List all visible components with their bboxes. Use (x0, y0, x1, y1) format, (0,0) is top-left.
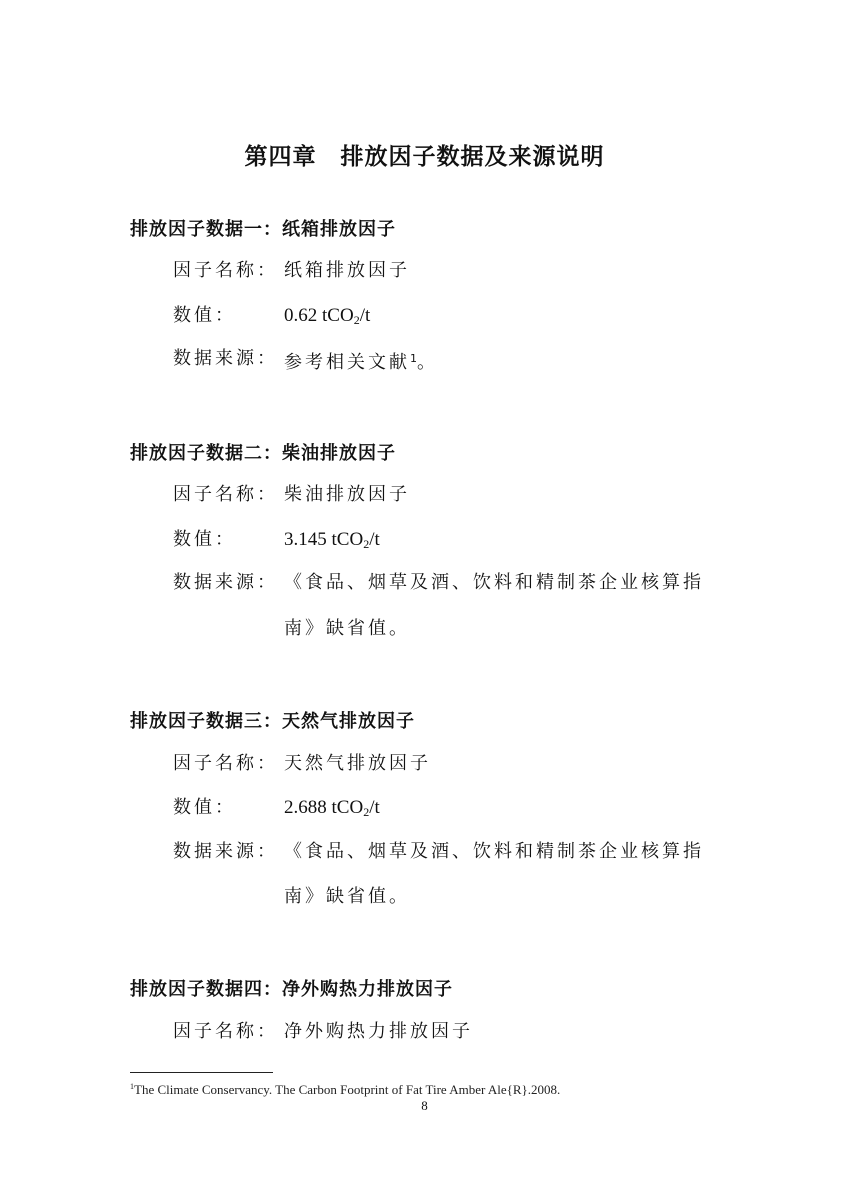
factor-source-line-1: 《食品、烟草及酒、饮料和精制茶企业核算指 (284, 572, 704, 593)
factor-name-value: 柴油排放因子 (284, 484, 410, 505)
factor-source-value (284, 347, 438, 375)
factor-value (284, 796, 380, 824)
factor-source-label: 数据来源： (173, 348, 278, 369)
factor-value-subscript: 2 (363, 805, 370, 819)
section-heading-3: 排放因子数据三：天然气排放因子 (130, 711, 415, 732)
factor-value-label: 数值： (173, 797, 236, 818)
factor-value-subscript: 2 (353, 313, 360, 327)
factor-source-text: 参考相关文献 (284, 352, 410, 373)
factor-value-label: 数值： (173, 529, 236, 550)
factor-name-value: 纸箱排放因子 (284, 260, 410, 281)
section-heading-4: 排放因子数据四：净外购热力排放因子 (130, 979, 453, 1000)
page-number: 8 (421, 1098, 428, 1113)
factor-source-label: 数据来源： (173, 841, 278, 862)
factor-value-subscript: 2 (363, 537, 370, 551)
footnote-text: The Climate Conservancy. The Carbon Footprint of Fat Tire Amber Ale{R}.2008. (134, 1082, 561, 1097)
factor-source-tail: 。 (417, 352, 438, 373)
factor-source-line-2: 南》缺省值。 (284, 618, 410, 639)
factor-value-unit: /t (359, 305, 371, 326)
factor-source-label: 数据来源： (173, 572, 278, 593)
footnote (130, 1082, 560, 1098)
factor-name-label: 因子名称： (173, 484, 278, 505)
section-heading-1: 排放因子数据一：纸箱排放因子 (130, 219, 396, 240)
factor-value-label: 数值： (173, 305, 236, 326)
footnote-reference: 1 (410, 352, 417, 365)
factor-source-line-2: 南》缺省值。 (284, 886, 410, 907)
factor-value (284, 304, 370, 332)
factor-value-unit: /t (369, 529, 380, 550)
section-heading-2: 排放因子数据二：柴油排放因子 (130, 443, 396, 464)
factor-value (284, 528, 380, 556)
footnote-divider (130, 1072, 273, 1073)
factor-name-label: 因子名称： (173, 260, 278, 281)
factor-name-label: 因子名称： (173, 1021, 278, 1042)
factor-name-value: 净外购热力排放因子 (284, 1021, 473, 1042)
footnote-marker: 1 (130, 1082, 134, 1091)
chapter-title: 第四章 排放因子数据及来源说明 (244, 144, 605, 170)
factor-value-number: 2.688 tCO (284, 797, 364, 818)
factor-name-label: 因子名称： (173, 753, 278, 774)
factor-value-number: 3.145 tCO (284, 529, 364, 550)
factor-value-unit: /t (369, 797, 380, 818)
factor-source-line-1: 《食品、烟草及酒、饮料和精制茶企业核算指 (284, 841, 704, 862)
factor-name-value: 天然气排放因子 (284, 753, 431, 774)
factor-value-number: 0.62 tCO (284, 305, 354, 326)
